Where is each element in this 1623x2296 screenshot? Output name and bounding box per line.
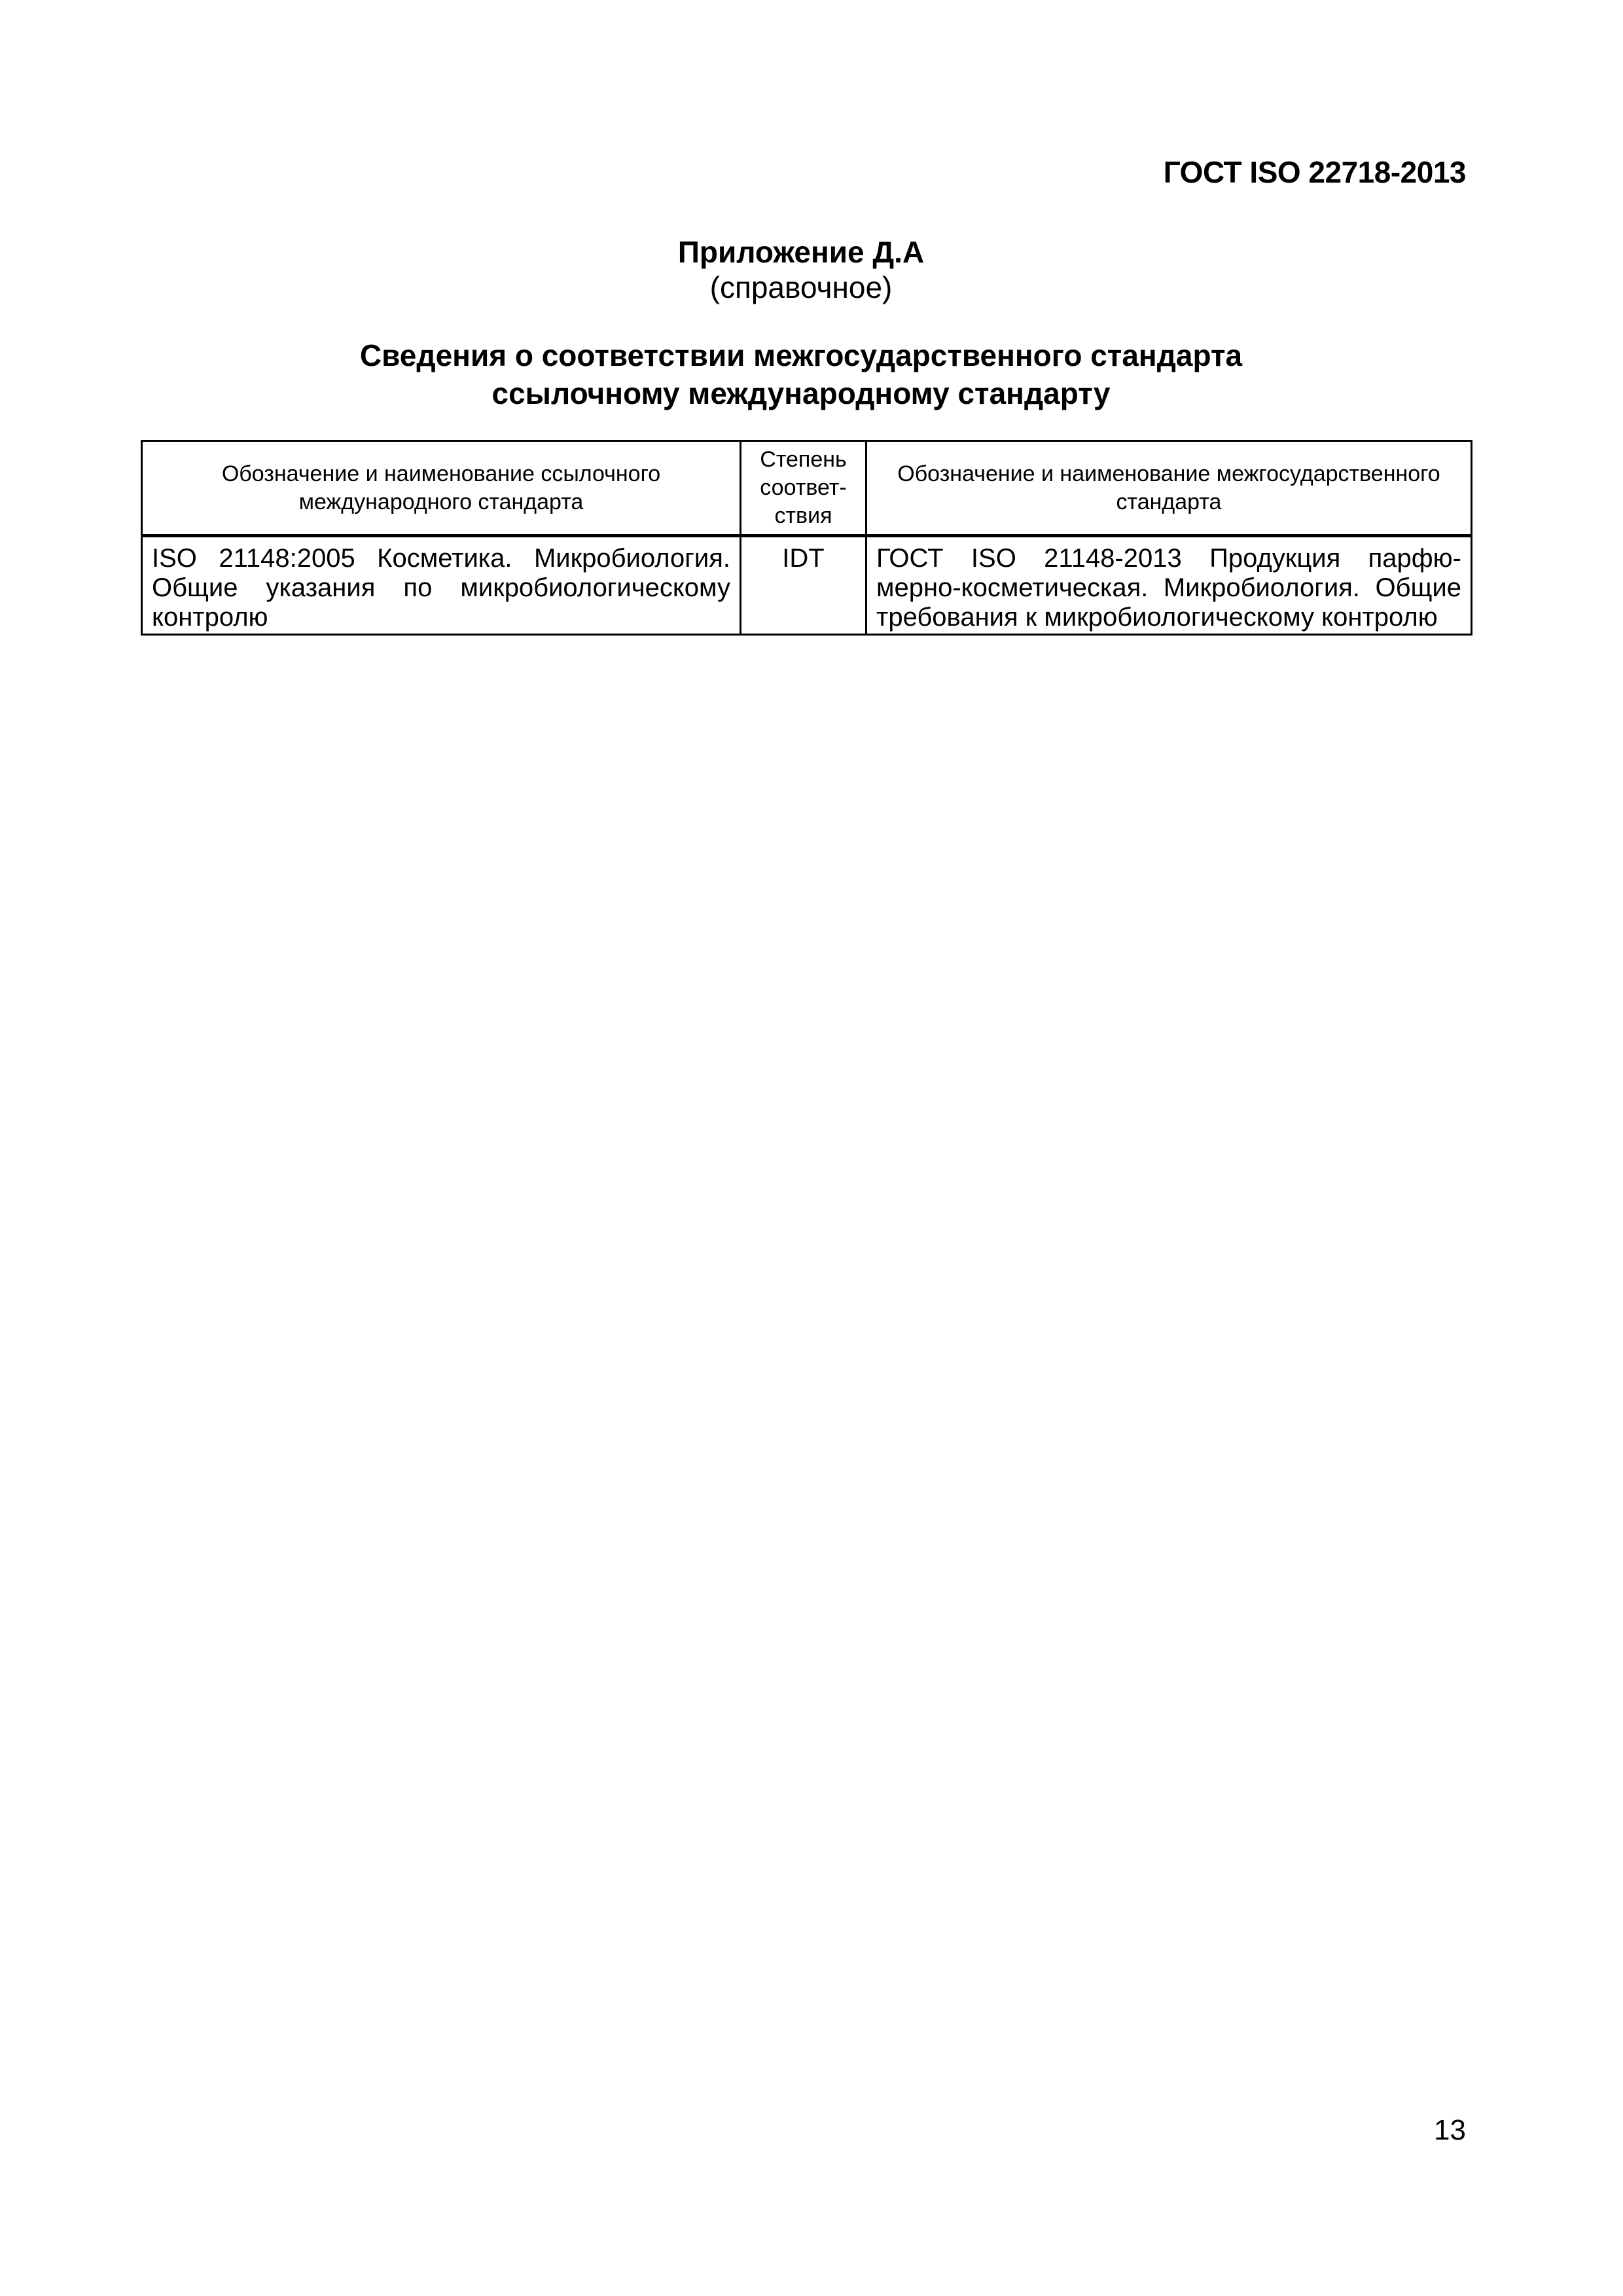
table-header-row — [142, 441, 1472, 536]
header-degree: Степень соответ-ствия — [741, 441, 866, 536]
header-reference-standard: Обозначение и наименование ссылочного международного стандарта — [142, 441, 741, 536]
cell-reference-standard: ISO 21148:2005 Косметика. Микробиология. Общие указания по микробиологическому контролю — [142, 536, 741, 635]
cell-degree: IDT — [741, 536, 866, 635]
correspondence-table — [141, 440, 1472, 636]
section-title — [0, 336, 1602, 412]
appendix-heading — [0, 234, 1602, 305]
appendix-title: Приложение Д.А — [677, 235, 925, 269]
appendix-kind: (справочное) — [709, 270, 893, 304]
header-interstate-standard: Обозначение и наименование межгосударственного стандарта — [866, 441, 1472, 536]
document-code: ГОСТ ISO 22718-2013 — [1163, 155, 1466, 189]
cell-interstate-standard: ГОСТ ISO 21148-2013 Продукция парфю-мерно-косметическая. Микробиология. Общие требования к микробиологическому контролю — [866, 536, 1472, 635]
table-row — [142, 536, 1472, 635]
page-number: 13 — [1434, 2114, 1466, 2146]
section-title-line-1: Сведения о соответствии межгосударственного стандарта — [359, 338, 1243, 372]
section-title-line-2: ссылочному международному стандарту — [491, 376, 1111, 410]
